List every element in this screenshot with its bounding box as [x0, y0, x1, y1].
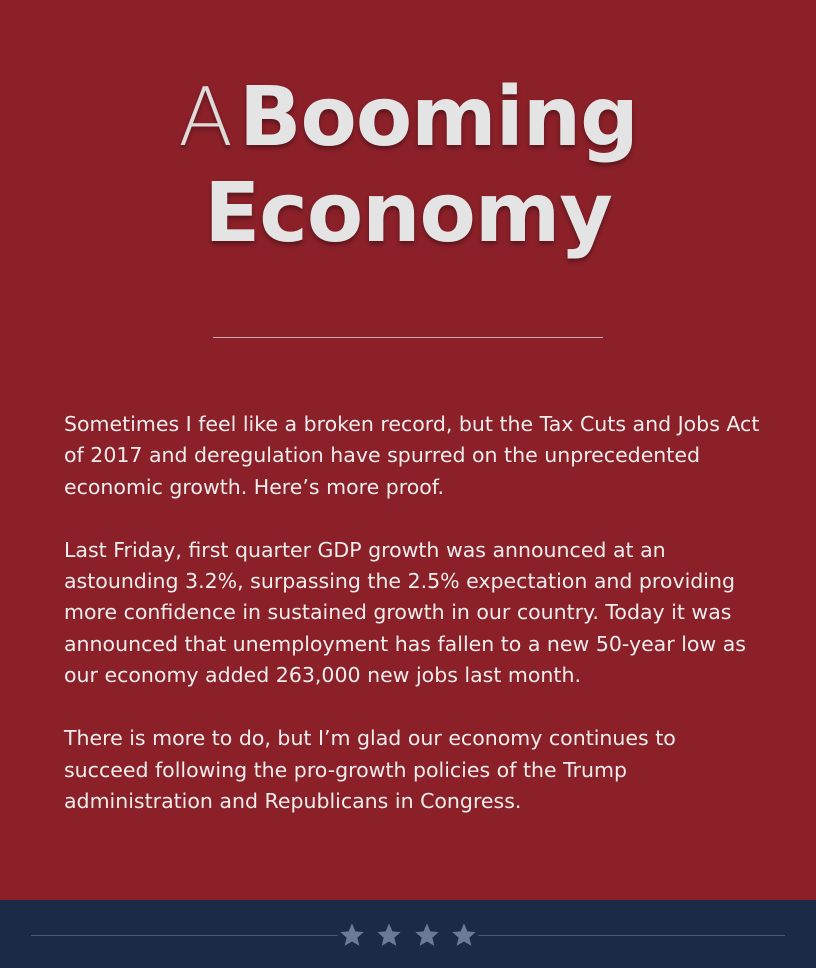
headline-prefix: A — [178, 71, 234, 164]
star-icon — [413, 921, 441, 949]
headline-word-2: Economy — [204, 166, 612, 261]
star-row — [338, 913, 478, 957]
footer-divider-left — [31, 935, 338, 936]
headline-word-1: Booming — [239, 70, 638, 165]
paragraph: Sometimes I feel like a broken record, but the Tax Cuts and Jobs Act of 2017 and deregulation have spurred on the unprecedented economic growth. Here’s more proof. — [64, 412, 760, 499]
star-icon — [375, 921, 403, 949]
paragraph: Last Friday, first quarter GDP growth was announced at an astounding 3.2%, surpassing the 2.5% expectation and providing more confidence in sustained growth in our country. Today it was announced that unemployment has fallen to a new 50-year low as our economy added 263,000 new jobs last month. — [64, 537, 746, 688]
headline — [0, 70, 816, 262]
headline-line-1 — [0, 70, 816, 166]
paragraph: There is more to do, but I’m glad our economy continues to succeed following the pro-growth policies of the Trump administration and Republicans in Congress. — [64, 726, 676, 813]
star-icon — [450, 921, 478, 949]
body-text — [64, 409, 764, 849]
headline-line-2 — [0, 166, 816, 262]
headline-divider — [213, 337, 603, 338]
footer-band — [0, 900, 816, 968]
star-icon — [338, 921, 366, 949]
footer-divider-right — [478, 935, 785, 936]
